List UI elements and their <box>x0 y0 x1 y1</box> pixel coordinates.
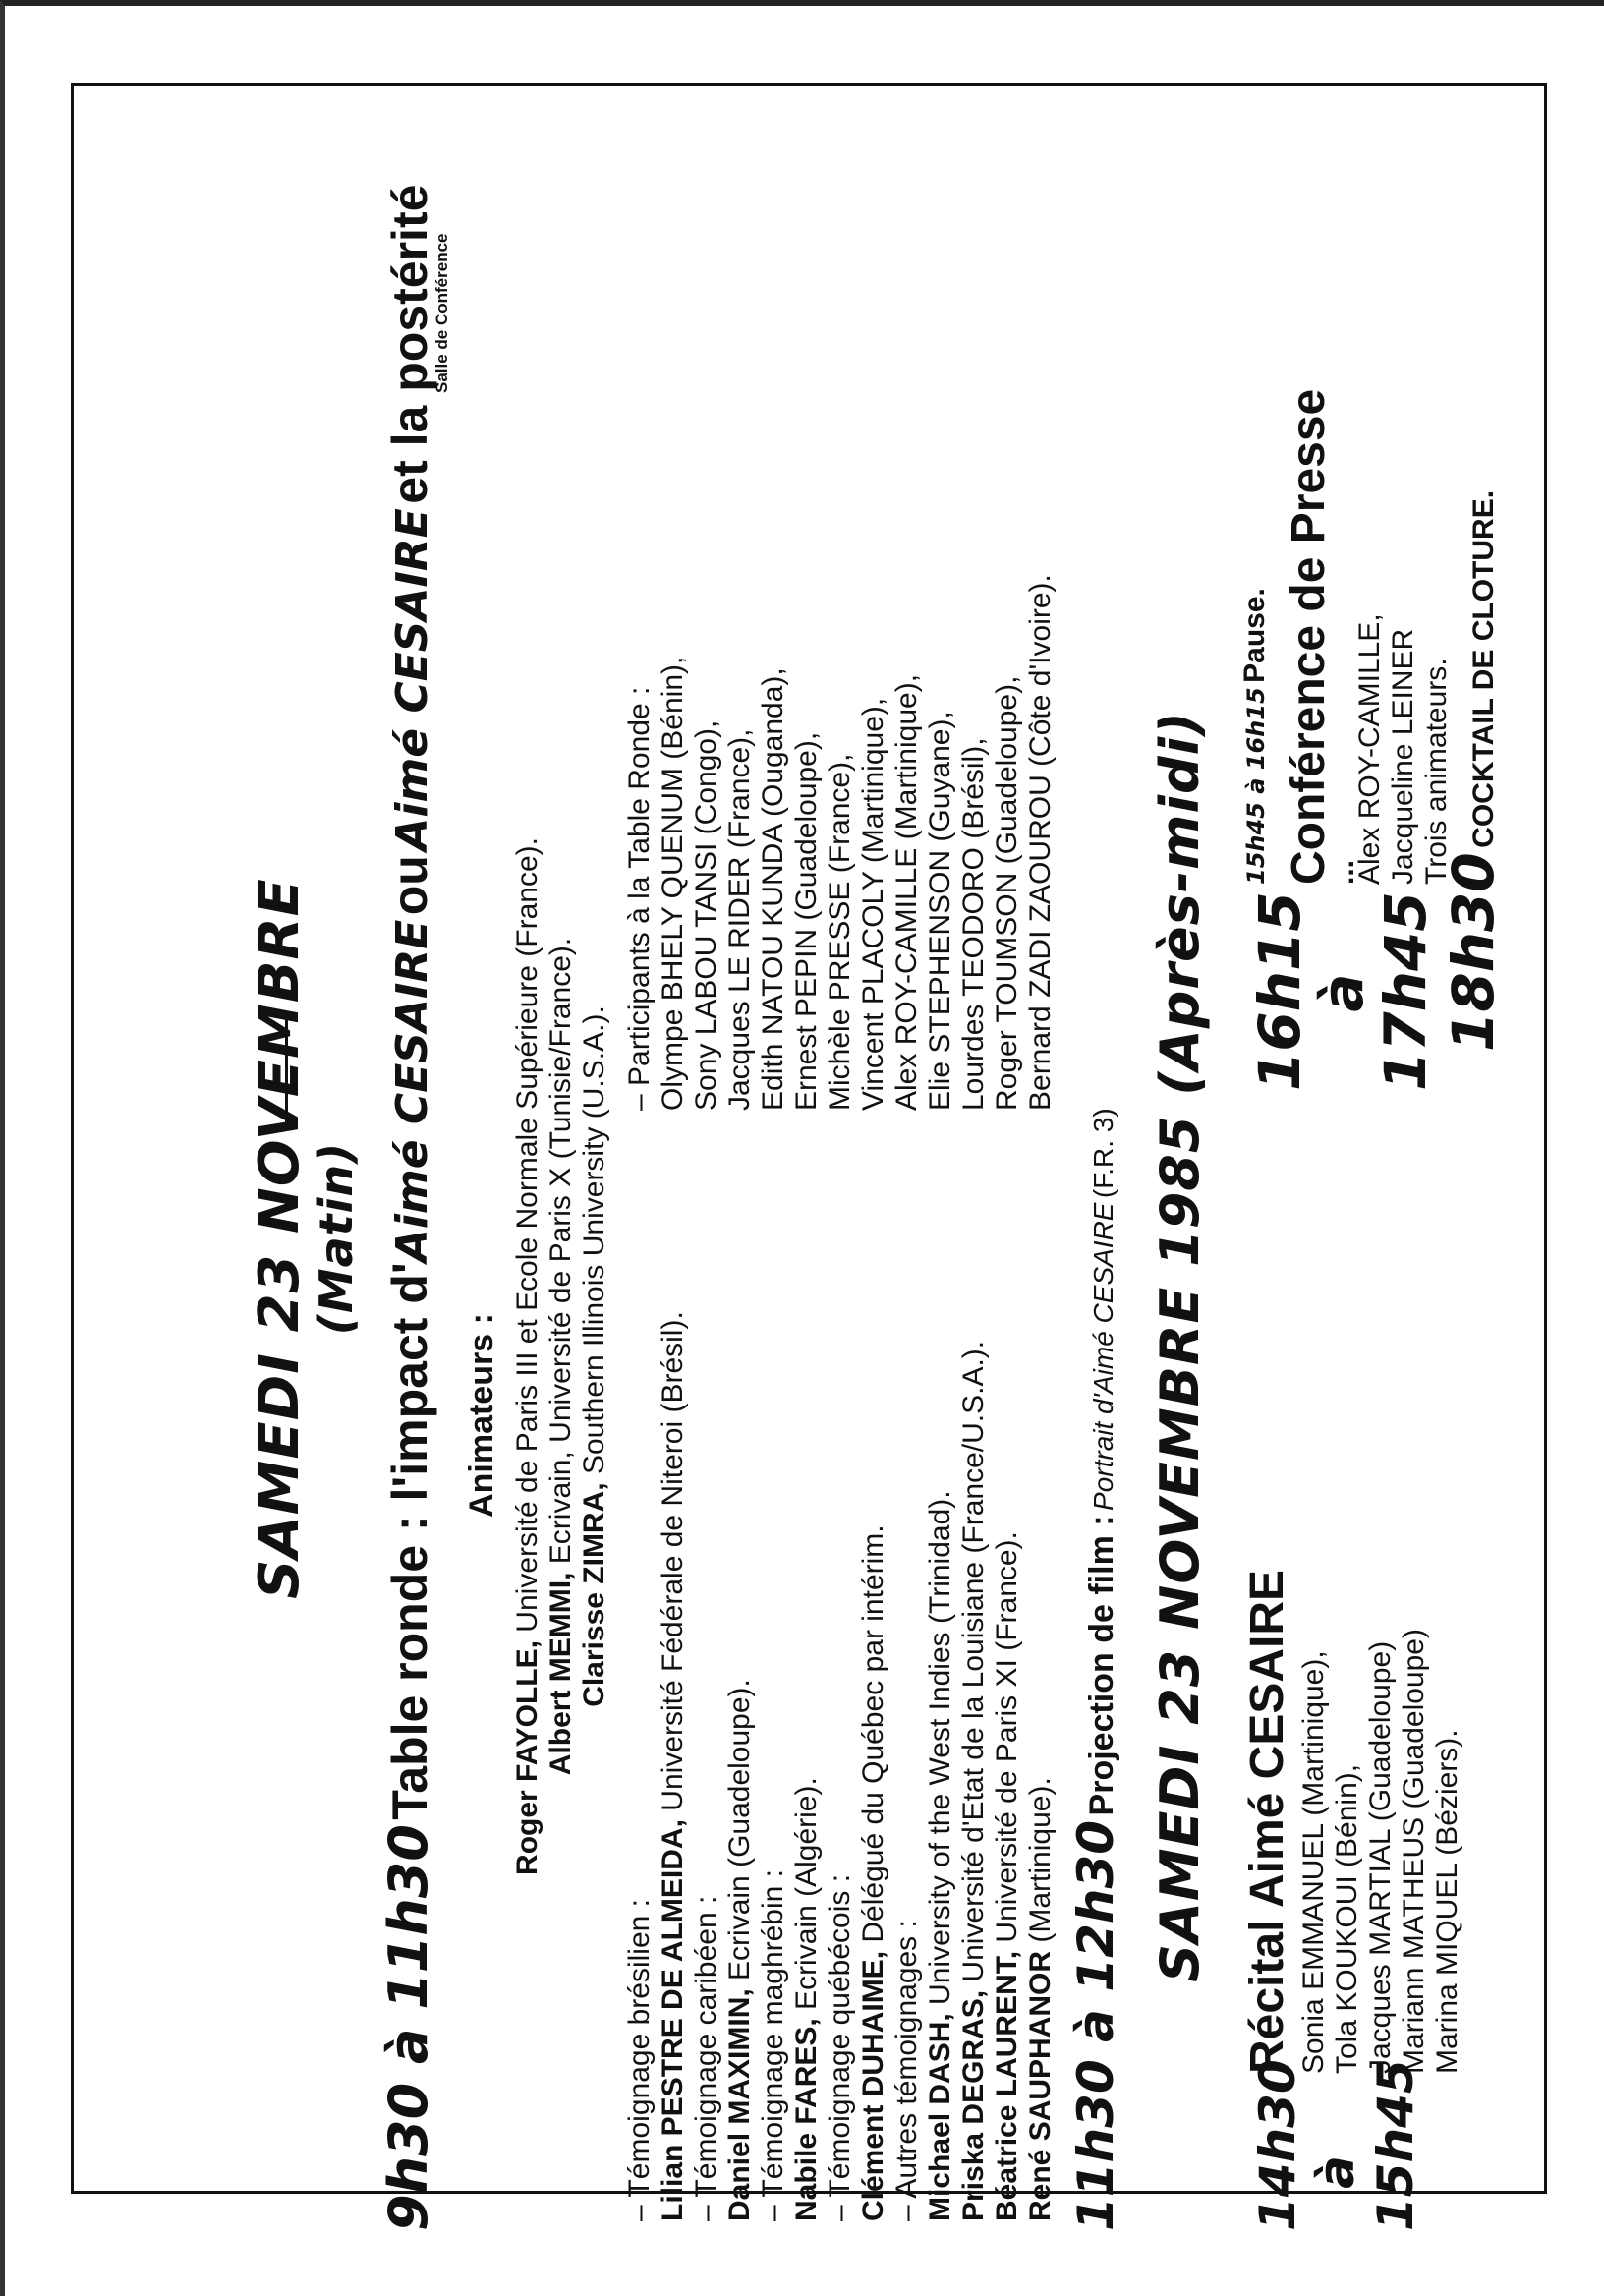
temoignage-heading: – Témoignage maghrébin : <box>757 1868 789 2221</box>
recital-performer: Marina MIQUEL (Béziers). <box>1431 1729 1463 2074</box>
animateur-detail: Southern Illinois University (U.S.A.). <box>578 1005 610 1475</box>
temoignage-detail: Université d'Etat de la Louisiane (France/U.S.A.). <box>957 1340 990 1982</box>
animateurs-list <box>511 816 611 1897</box>
temoignage-line <box>1024 1278 1058 2221</box>
recital-performer: Jacques MARTIAL (Guadeloupe) <box>1364 1640 1397 2074</box>
cocktail-line <box>1440 265 1507 1052</box>
pause-time: 15h45 à 16h15 <box>1242 687 1270 885</box>
temoignage-name: Priska DEGRAS, <box>957 1989 990 2221</box>
rotated-program <box>226 184 1604 2231</box>
temoignage-line <box>991 1278 1024 2221</box>
participants-list <box>623 265 1058 1111</box>
participant-item: Edith NATOU KUNDA (Ouganda), <box>757 667 789 1111</box>
temoignage-line <box>957 1278 991 2221</box>
participant-item: Bernard ZADI ZAOUROU (Côte d'Ivoire). <box>1024 574 1057 1111</box>
temoignage-detail: University of the West Indies (Trinidad). <box>924 1490 956 2005</box>
animateur-detail: Ecrivain, Université de Paris X (Tunisie/France). <box>544 937 577 1565</box>
projection-channel: (F.R. 3) <box>1088 1108 1118 1199</box>
table-ronde-time: 9h30 à 11h30 <box>377 1824 439 2231</box>
recital-title: Récital Aimé CESAIRE <box>1241 1569 1293 2074</box>
conference-speaker: Jacqueline LEINER <box>1387 628 1419 885</box>
temoignage-line <box>657 1278 690 2221</box>
morning-heading: SAMEDI 23 NOVEMBRE <box>248 878 312 1599</box>
conference-speaker: Alex ROY-CAMILLE, <box>1353 613 1386 885</box>
pause-label: Pause. <box>1238 588 1271 683</box>
temoignage-line <box>857 1278 890 2221</box>
table-ronde-title <box>377 184 439 2231</box>
temoignage-name: Daniel MAXIMIN, <box>723 1988 756 2221</box>
conference-times <box>1246 891 1439 1091</box>
recital-performer: Tola KOUKOUI (Bénin), <box>1331 1763 1363 2074</box>
cocktail-label: COCKTAIL DE CLOTURE. <box>1467 489 1500 848</box>
conference-block <box>1283 256 1454 885</box>
participants-heading: – Participants à la Table Ronde : <box>623 686 656 1111</box>
projection-label: Projection de film : <box>1083 1515 1120 1816</box>
animateur-line <box>578 816 611 1897</box>
table-ronde-title-b: ou <box>382 855 437 916</box>
conference-time-mid: à <box>1309 973 1376 1012</box>
animateur-name: Roger FAYOLLE, <box>511 1640 544 1875</box>
projection-film: Portrait d'Aimé CESAIRE <box>1088 1202 1118 1511</box>
temoignage-detail: (Martinique). <box>1024 1777 1057 1943</box>
animateurs-heading: Animateurs : <box>463 1313 500 1518</box>
participant-item: Olympe BHELY QUENUM (Bénin), <box>657 656 689 1111</box>
temoignage-heading: – Témoignage caribéen : <box>690 1895 722 2221</box>
participant-item: Michèle PRESSE (France), <box>824 753 856 1111</box>
temoignages-list <box>623 1278 1058 2221</box>
animateur-name: Clarisse ZIMRA, <box>578 1482 610 1707</box>
participant-item: Sony LABOU TANSI (Congo), <box>690 719 722 1111</box>
conference-title: Conférence de Presse <box>1283 388 1335 885</box>
temoignage-line <box>924 1278 957 2221</box>
participant-item: Ernest PEPIN (Guadeloupe), <box>790 731 823 1111</box>
animateur-line <box>544 816 578 1897</box>
temoignage-line <box>723 1278 757 2221</box>
temoignage-detail: Université Fédérale de Niteroi (Brésil). <box>657 1311 689 1811</box>
temoignage-line <box>790 1278 824 2221</box>
cocktail-time: 18h30 <box>1440 852 1507 1052</box>
morning-rule <box>285 1012 288 1130</box>
recital-time-mid: à <box>1308 2155 1365 2189</box>
temoignage-detail: Délégué du Québec par intérim. <box>857 1524 889 1943</box>
animateur-detail: Université de Paris III et Ecole Normale Supérieure (France). <box>511 837 544 1633</box>
temoignage-heading: – Témoignage québécois : <box>824 1873 856 2221</box>
table-ronde-title-c: et la postérité <box>382 184 437 504</box>
participant-item: Jacques LE RIDER (France), <box>723 728 756 1111</box>
table-ronde-name2: Aimé CESAIRE <box>387 508 437 851</box>
pause-line <box>1238 246 1272 885</box>
recital-time-start: 14h30 <box>1249 2059 1306 2231</box>
temoignage-detail: Ecrivain (Guadeloupe). <box>723 1679 756 1980</box>
participant-item: Roger TOUMSON (Guadeloupe), <box>991 675 1023 1111</box>
temoignage-detail: Université de Paris XI (France). <box>991 1531 1023 1943</box>
temoignage-heading: – Autres témoignages : <box>890 1920 923 2221</box>
recital-times <box>1248 2059 1425 2231</box>
participant-item: Elie STEPHENSON (Guyane), <box>924 711 956 1111</box>
temoignage-name: René SAUPHANOR <box>1024 1950 1057 2221</box>
recital-performer: Mariann MATHEUS (Guadeloupe) <box>1398 1629 1430 2074</box>
recital-time-end: 15h45 <box>1367 2059 1424 2231</box>
conference-time-end: 17h45 <box>1372 891 1439 1091</box>
participant-item: Lourdes TEODORO (Brésil), <box>957 737 990 1111</box>
temoignage-name: Clément DUHAIME, <box>857 1950 889 2221</box>
afternoon-heading: SAMEDI 23 NOVEMBRE 1985 (Après-midi) <box>1149 711 1211 1982</box>
participant-item: Vincent PLACOLY (Martinique), <box>857 697 889 1111</box>
temoignage-name: Lilian PESTRE DE ALMEIDA, <box>657 1819 689 2221</box>
venue-label: Salle de Conférence <box>432 233 451 393</box>
participant-item: Alex ROY-CAMILLE (Martinique), <box>890 673 923 1111</box>
temoignage-name: Michael DASH, <box>924 2013 956 2221</box>
conference-speaker: Trois animateurs. <box>1420 658 1453 885</box>
conference-time-start: 16h15 <box>1246 891 1313 1091</box>
animateur-name: Albert MEMMI, <box>544 1572 577 1776</box>
temoignage-name: Nabile FARES, <box>790 2018 823 2221</box>
animateur-line <box>511 816 544 1897</box>
recital-block <box>1238 1484 1464 2074</box>
temoignage-detail: Ecrivain (Algérie). <box>790 1777 823 2010</box>
conference-dots: ... <box>1328 859 1360 885</box>
recital-performer: Sonia EMMANUEL (Martinique), <box>1297 1650 1330 2074</box>
projection-line <box>1067 855 1124 2231</box>
morning-header <box>250 246 362 2231</box>
projection-time: 11h30 à 12h30 <box>1067 1819 1124 2231</box>
table-ronde-title-a: Table ronde : l'impact d' <box>382 1262 437 1820</box>
morning-subheading: (Matin) <box>310 1141 363 1336</box>
table-ronde-name1: Aimé CESAIRE <box>387 919 437 1263</box>
temoignage-heading: – Témoignage brésilien : <box>623 1899 656 2221</box>
temoignage-name: Béatrice LAURENT, <box>991 1950 1023 2221</box>
